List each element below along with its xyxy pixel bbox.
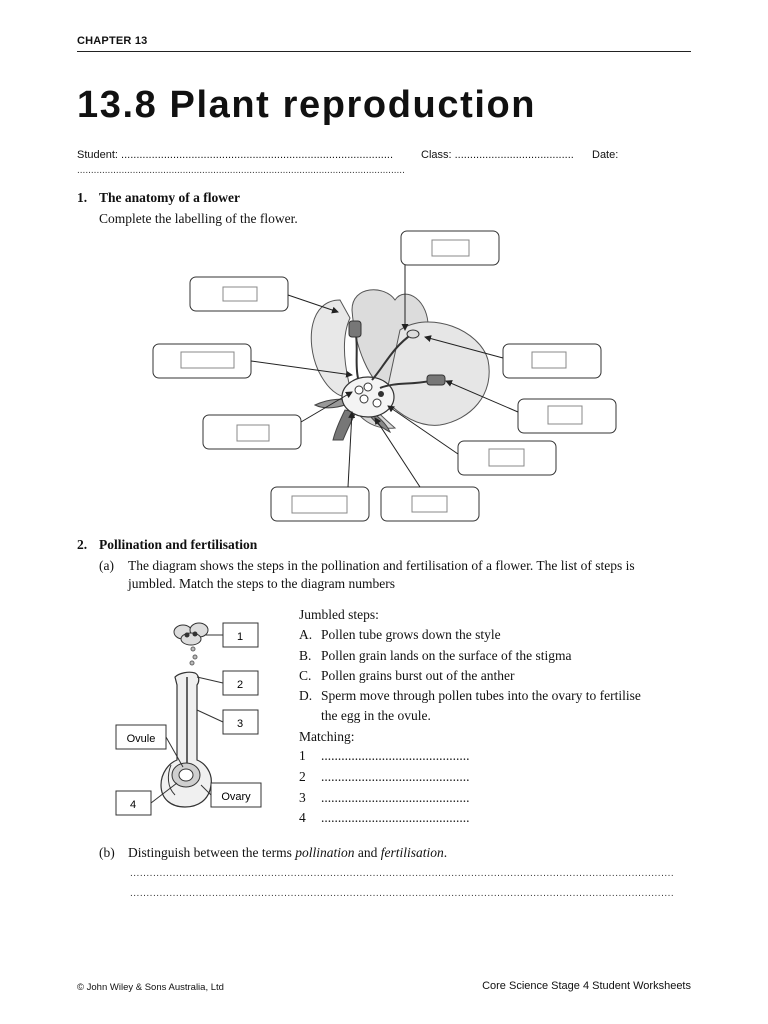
flower-petal-right — [385, 322, 489, 425]
footer-book-title: Core Science Stage 4 Student Worksheets — [482, 980, 691, 992]
q1-heading: The anatomy of a flower — [99, 190, 240, 205]
label-box-right[interactable] — [518, 399, 616, 433]
q2b-answer-line-1[interactable]: ...................................................................................................................................................................... — [130, 868, 675, 879]
q2a-marker: (a) — [99, 558, 114, 573]
q1-instruction: Complete the labelling of the flower. — [99, 211, 298, 226]
step-d-continued: the egg in the ovule. — [321, 708, 431, 724]
date-field[interactable]: Date: — [592, 149, 619, 161]
q2b-question: Distinguish between the terms pollination and fertilisation. — [128, 845, 448, 860]
jumbled-steps — [299, 605, 641, 747]
anther-pollen — [174, 623, 208, 645]
footer-copyright: © John Wiley & Sons Australia, Ltd — [77, 982, 224, 993]
label-box-left[interactable] — [153, 344, 251, 378]
ovary-label: Ovary — [221, 791, 251, 803]
q2b-marker: (b) — [99, 845, 115, 860]
step-c: C. Pollen grains burst out of the anther — [299, 667, 515, 683]
q2b-answer-line-2[interactable]: ...................................................................................................................................................................... — [130, 888, 675, 899]
q2a-text-line1: The diagram shows the steps in the pollination and fertilisation of a flower. The list of steps is — [128, 558, 635, 573]
student-field[interactable]: Student: ......................................................................................... — [77, 149, 394, 161]
label-box-lower-left[interactable] — [203, 415, 301, 449]
matching-row-2[interactable]: 2 ............................................ — [299, 769, 470, 784]
ovule-label: Ovule — [126, 733, 156, 745]
jumbled-heading: Jumbled steps: — [299, 607, 379, 622]
class-field[interactable]: Class: ....................................... — [421, 149, 574, 161]
label-box-right-lower[interactable] — [458, 441, 556, 475]
label-box-upper-left[interactable] — [190, 277, 288, 311]
flower-anther — [427, 375, 445, 385]
page-title: 13.8 Plant reproduction — [77, 84, 537, 126]
label-box-bottom-right[interactable] — [381, 487, 479, 521]
flower-stigma — [349, 321, 361, 337]
q2-heading: Pollination and fertilisation — [99, 537, 258, 552]
q2-number: 2. — [77, 537, 88, 552]
matching-row-3[interactable]: 3 ............................................ — [299, 790, 470, 805]
q1-number: 1. — [77, 190, 88, 205]
q2a-text-line2: jumbled. Match the steps to the diagram numbers — [128, 576, 395, 591]
student-field-continuation[interactable]: ...................................................................................................................... — [77, 165, 405, 176]
flower-petal-left — [311, 300, 352, 397]
chapter-label: CHAPTER 13 — [77, 35, 148, 47]
label-box-right-upper[interactable] — [503, 344, 601, 378]
step-d: D. Sperm move through pollen tubes into the ovary to fertilise — [299, 688, 641, 704]
label-box-top[interactable] — [401, 231, 499, 265]
step-box-2-label: 2 — [236, 679, 244, 691]
step-box-1-label: 1 — [236, 631, 244, 643]
step-box-4-label: 4 — [129, 799, 137, 811]
matching-row-1[interactable]: 1 ............................................ — [299, 748, 470, 763]
label-box-bottom-left[interactable] — [271, 487, 369, 521]
step-box-3-label: 3 — [236, 718, 244, 730]
matching-heading: Matching: — [299, 728, 355, 744]
matching-row-4[interactable]: 4 ............................................ — [299, 810, 470, 825]
pollination-diagram — [105, 615, 275, 820]
step-b: B. Pollen grain lands on the surface of the stigma — [299, 647, 572, 663]
flower-stalk — [333, 410, 356, 440]
step-a: A. Pollen tube grows down the style — [299, 627, 501, 643]
